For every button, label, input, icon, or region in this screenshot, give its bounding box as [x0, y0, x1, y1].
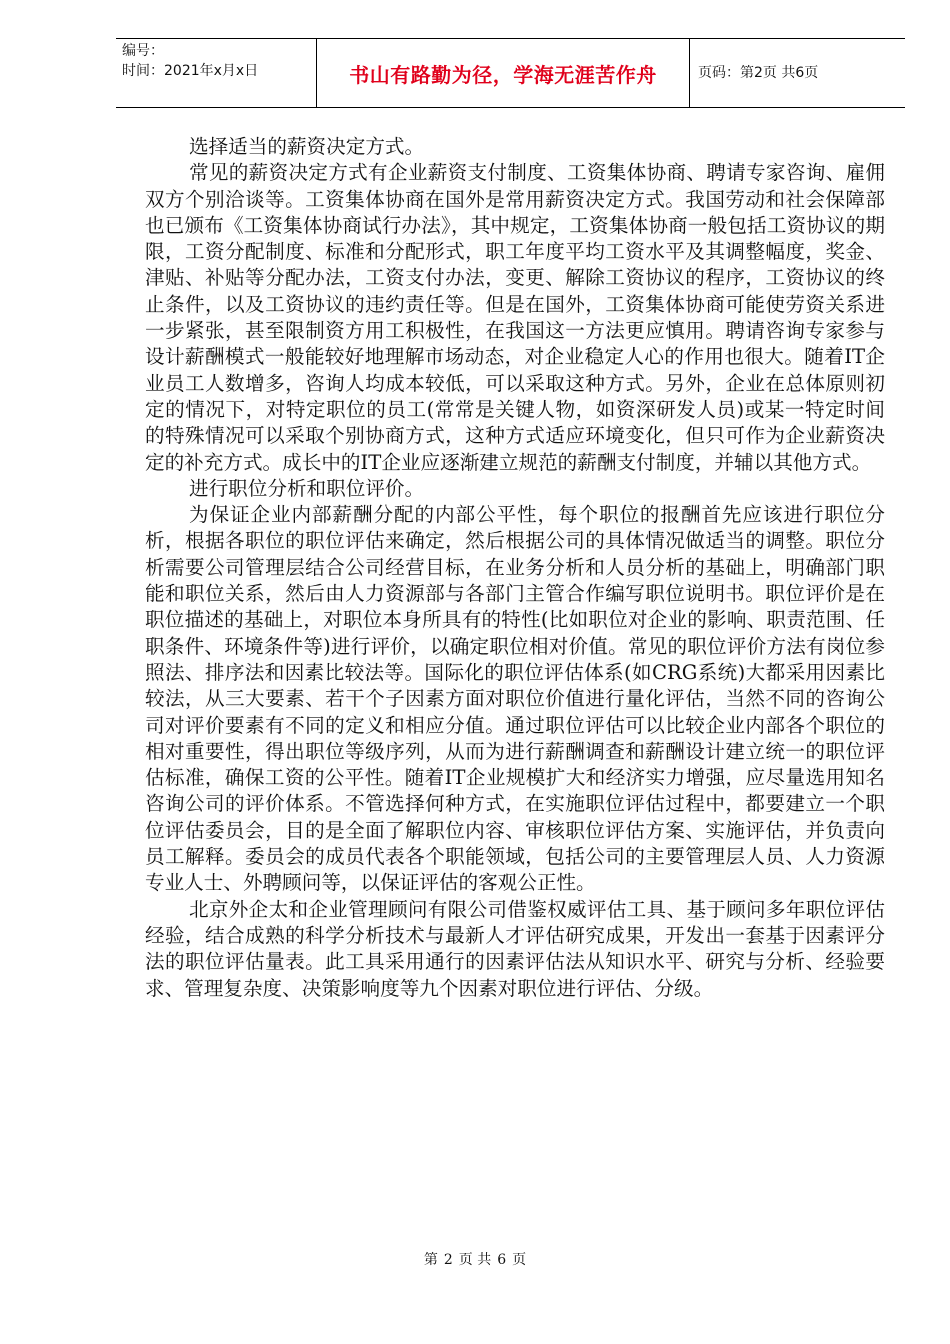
footer-mid: 页 共: [458, 1252, 492, 1268]
code-label: 编号：: [122, 43, 164, 59]
footer-total-pages: 6: [497, 1252, 507, 1268]
header-meta-cell: [116, 39, 316, 107]
header-motto-cell: [316, 39, 690, 107]
paragraph: 常见的薪资决定方式有企业薪资支付制度、工资集体协商、聘请专家咨询、雇佣双方个别洽谈等。工资集体协商在国外是常用薪资决定方式。我国劳动和社会保障部也已颁布《工资集体协商试行办法》，其中规定，工资集体协商一般包括工资协议的期限，工资分配制度、标准和分配形式，职工年度平均工资水平及其调整幅度，奖金、津贴、补贴等分配办法，工资支付办法，变更、解除工资协议的程序，工资协议的终止条件，以及工资协议的违约责任等。但是在国外，工资集体协商可能使劳资关系进一步紧张，甚至限制资方用工积极性，在我国这一方法更应慎用。聘请咨询专家参与设计薪酬模式一般能较好地理解市场动态，对企业稳定人心的作用也很大。随着IT企业员工人数增多，咨询人均成本较低，可以采取这种方式。另外，企业在总体原则初定的情况下，对特定职位的员工(常常是关键人物，如资深研发人员)或某一特定时间的特殊情况可以采取个别协商方式，这种方式适应环境变化，但只可作为企业薪资决定的补充方式。成长中的IT企业应逐渐建立规范的薪酬支付制度，并辅以其他方式。: [145, 161, 885, 474]
paragraph: 北京外企太和企业管理顾问有限公司借鉴权威评估工具、基于顾问多年职位评估经验，结合成熟的科学分析技术与最新人才评估研究成果，开发出一套基于因素评分法的职位评估量表。此工具采用通行的因素评估法从知识水平、研究与分析、经验要求、管理复杂度、决策影响度等九个因素对职位进行评估、分级。: [145, 897, 885, 1000]
footer-suffix: 页: [512, 1252, 527, 1268]
paragraph-heading: 进行职位分析和职位评价。: [189, 476, 425, 500]
motto-text: 书山有路勤为径，学海无涯苦作舟: [349, 62, 657, 87]
footer-page-number: 2: [443, 1252, 453, 1268]
footer-prefix: 第: [423, 1252, 438, 1268]
page-info: 页码：第2页 共6页: [698, 65, 819, 81]
page-footer: [0, 1249, 950, 1269]
document-body: [145, 134, 885, 1002]
paragraph: 为保证企业内部薪酬分配的内部公平性，每个职位的报酬首先应该进行职位分析，根据各职位的职位评估来确定，然后根据公司的具体情况做适当的调整。职位分析需要公司管理层结合公司经营目标，在业务分析和人员分析的基础上，明确部门职能和职位关系，然后由人力资源部与各部门主管合作编写职位说明书。职位评价是在职位描述的基础上，对职位本身所具有的特性(比如职位对企业的影响、职责范围、任职条件、环境条件等)进行评价，以确定职位相对价值。常见的职位评价方法有岗位参照法、排序法和因素比较法等。国际化的职位评估体系(如CRG系统)大都采用因素比较法，从三大要素、若干个子因素方面对职位价值进行量化评估，当然不同的咨询公司对评价要素有不同的定义和相应分值。通过职位评估可以比较企业内部各个职位的相对重要性，得出职位等级序列，从而为进行薪酬调查和薪酬设计建立统一的职位评估标准，确保工资的公平性。随着IT企业规模扩大和经济实力增强，应尽量选用知名咨询公司的评价体系。不管选择何种方式，在实施职位评估过程中，都要建立一个职位评估委员会，目的是全面了解职位内容、审核职位评估方案、实施评估，并负责向员工解释。委员会的成员代表各个职能领域，包括公司的主要管理层人员、人力资源专业人士、外聘顾问等，以保证评估的客观公正性。: [145, 503, 885, 895]
header-page-cell: [690, 39, 905, 107]
date-label: 时间：2021年x月x日: [122, 63, 259, 79]
document-header: [116, 38, 905, 108]
paragraph-heading: 选择适当的薪资决定方式。: [189, 135, 425, 158]
